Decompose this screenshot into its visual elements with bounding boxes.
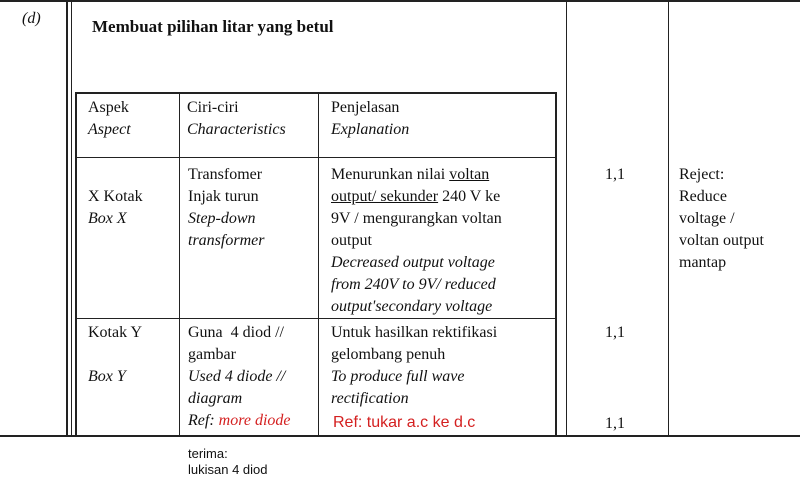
inner-col-border-2 (318, 92, 319, 436)
mark-row-y: 1,1 (605, 324, 625, 341)
footnote (188, 446, 268, 478)
row-x-aspect-english: Box X (88, 210, 127, 227)
row-x-characteristics (188, 164, 264, 252)
row-y-expl-ref: Ref: tukar a.c ke d.c (333, 414, 476, 431)
remarks-line-3: voltage / (679, 210, 735, 227)
row-y-aspect (88, 322, 142, 388)
row-y-expl-english-2: rectification (331, 390, 409, 407)
remarks-line-2: Reduce (679, 188, 727, 205)
header-explanation (331, 97, 409, 141)
row-y-char-malay-1: Guna 4 diod // (188, 324, 284, 341)
header-characteristics (187, 97, 286, 141)
row-x-expl-line-1 (331, 164, 502, 186)
header-explanation-malay: Penjelasan (331, 99, 400, 116)
inner-header-border (75, 157, 556, 158)
row-x-expl-malay-3: 9V / mengurangkan voltan (331, 210, 502, 227)
remarks-line-5: mantap (679, 254, 727, 271)
header-characteristics-english: Characteristics (187, 121, 286, 138)
col-divider-label-2 (71, 0, 72, 437)
row-y-char-ref-value: more diode (218, 412, 291, 429)
question-heading: Membuat pilihan litar yang betul (92, 17, 334, 36)
header-characteristics-malay: Ciri-ciri (187, 99, 239, 116)
inner-col-border-1 (179, 92, 180, 436)
header-aspect-malay: Aspek (88, 99, 129, 116)
row-y-char-english-2: diagram (188, 390, 243, 407)
row-y-expl-english-1: To produce full wave (331, 368, 465, 385)
row-x-aspect (88, 186, 143, 230)
row-y-char-english-1: Used 4 diode // (188, 368, 286, 385)
footnote-line-2: lukisan 4 diod (188, 462, 268, 477)
remarks-line-4: voltan output (679, 232, 764, 249)
row-y-aspect-malay: Kotak Y (88, 324, 143, 341)
row-y-char-ref-prefix: Ref: (188, 412, 219, 429)
remarks (679, 164, 764, 274)
row-x-expl-line-2 (331, 186, 502, 208)
row-x-char-english-1: Step-down (188, 210, 256, 227)
section-label: (d) (22, 10, 41, 27)
row-x-char-malay-1: Transfomer (188, 166, 263, 183)
footnote-line-1: terima: (188, 446, 228, 461)
col-divider-label (66, 0, 68, 437)
row-x-expl-english-1: Decreased output voltage (331, 254, 495, 271)
row-y-aspect-english: Box Y (88, 368, 126, 385)
outer-top-border (0, 0, 800, 2)
header-aspect-english: Aspect (88, 121, 131, 138)
row-y-char-ref (188, 410, 291, 432)
row-x-explanation (331, 164, 502, 318)
row-x-aspect-malay: X Kotak (88, 188, 143, 205)
row-x-expl-english-2: from 240V to 9V/ reduced (331, 276, 496, 293)
mark-row-x: 1,1 (605, 166, 625, 183)
header-explanation-english: Explanation (331, 121, 410, 138)
row-y-explanation (331, 322, 497, 410)
inner-right-border (555, 92, 557, 436)
inner-left-border (75, 92, 77, 436)
header-aspect (88, 97, 131, 141)
inner-top-border (75, 92, 556, 94)
row-y-expl-malay-1: Untuk hasilkan rektifikasi (331, 324, 498, 341)
row-x-char-malay-2: Injak turun (188, 188, 259, 205)
row-x-expl-underlined-voltan: voltan (449, 166, 490, 183)
col-divider-marks-left (566, 0, 567, 437)
row-x-expl-rest: 240 V ke (438, 188, 501, 205)
row-x-expl-english-3: output'secondary voltage (331, 298, 493, 315)
row-x-expl-underlined-output: output/ sekunder (331, 188, 439, 205)
row-y-char-malay-2: gambar (188, 346, 236, 363)
row-y-characteristics (188, 322, 291, 432)
mark-row-y-ref: 1,1 (605, 415, 625, 432)
remarks-line-1: Reject: (679, 166, 725, 183)
outer-bottom-border (0, 435, 800, 437)
row-x-expl-malay-4: output (331, 232, 372, 249)
row-x-char-english-2: transformer (188, 232, 265, 249)
col-divider-marks-right (668, 0, 669, 437)
row-y-aspect-spacer (88, 344, 142, 366)
row-x-expl-prefix: Menurunkan nilai (331, 166, 450, 183)
row-y-expl-malay-2: gelombang penuh (331, 346, 446, 363)
inner-row-border (75, 318, 556, 319)
